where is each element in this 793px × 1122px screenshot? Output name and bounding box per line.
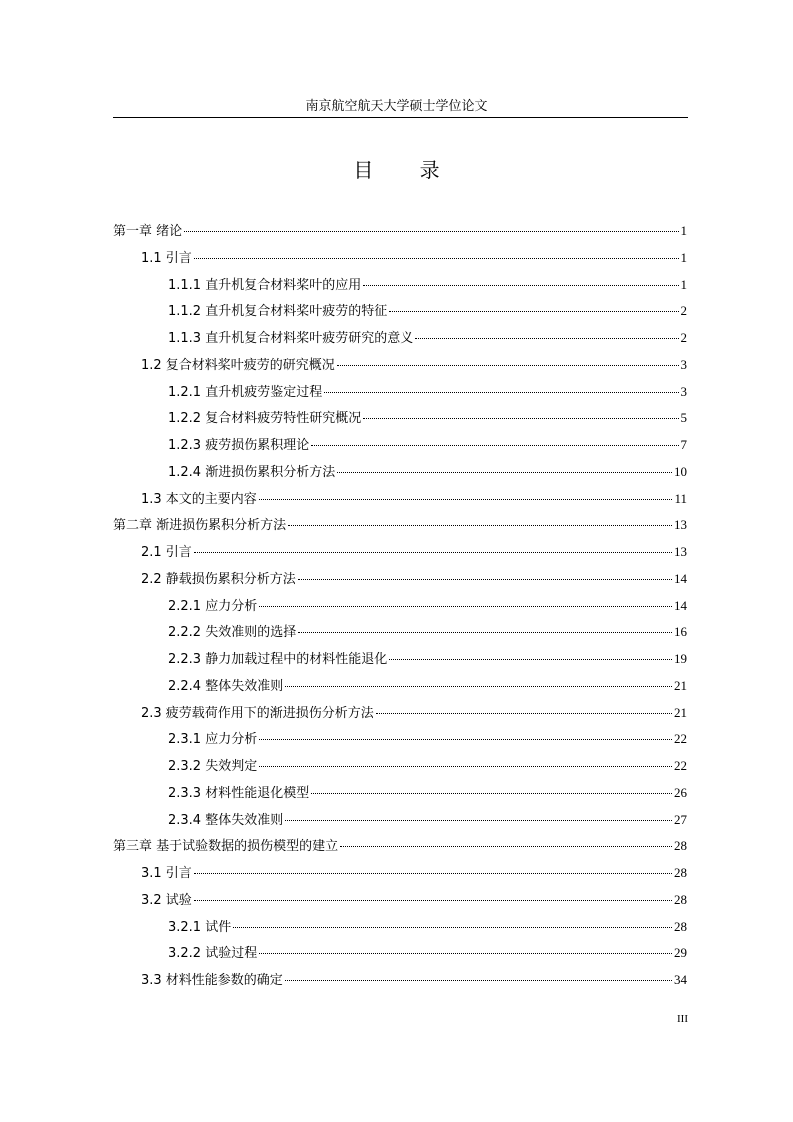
page-title: 目 录 bbox=[353, 158, 460, 182]
toc-dot-leader bbox=[184, 231, 678, 232]
toc-entry[interactable] bbox=[168, 462, 687, 482]
toc-entry-page: 16 bbox=[674, 624, 687, 639]
toc-entry[interactable] bbox=[113, 221, 687, 241]
toc-entry-page: 10 bbox=[674, 464, 687, 479]
toc-entry[interactable] bbox=[168, 943, 687, 963]
toc-entry-label: 2.3.2 失效判定 bbox=[168, 759, 258, 774]
toc-dot-leader bbox=[288, 525, 672, 526]
toc-entry-page: 13 bbox=[674, 517, 687, 532]
toc-entry-page: 19 bbox=[674, 651, 687, 666]
toc-entry-page: 22 bbox=[674, 758, 687, 773]
toc-entry[interactable] bbox=[168, 328, 687, 348]
toc-entry-label: 3.2.2 试验过程 bbox=[168, 946, 258, 961]
toc-entry-label: 1.1.2 直升机复合材料桨叶疲劳的特征 bbox=[168, 304, 388, 319]
toc-entry-label: 1.2.2 复合材料疲劳特性研究概况 bbox=[168, 411, 362, 426]
toc-dot-leader bbox=[311, 445, 678, 446]
toc-entry-label: 2.3 疲劳载荷作用下的渐进损伤分析方法 bbox=[141, 706, 374, 721]
toc-entry-label: 1.1.1 直升机复合材料桨叶的应用 bbox=[168, 278, 362, 293]
toc-entry-page: 2 bbox=[680, 330, 687, 345]
toc-entry[interactable] bbox=[168, 435, 687, 455]
toc-entry[interactable] bbox=[168, 649, 687, 669]
toc-entry[interactable] bbox=[168, 622, 687, 642]
toc-entry[interactable] bbox=[141, 863, 687, 883]
toc-entry-label: 2.2 静载损伤累积分析方法 bbox=[141, 572, 296, 587]
toc-entry-label: 1.3 本文的主要内容 bbox=[141, 492, 257, 507]
toc-entry-page: 27 bbox=[674, 812, 687, 827]
toc-dot-leader bbox=[194, 552, 672, 553]
toc-entry[interactable] bbox=[141, 489, 687, 509]
toc-entry[interactable] bbox=[113, 515, 687, 535]
toc-entry-label: 3.3 材料性能参数的确定 bbox=[141, 973, 283, 988]
toc-entry[interactable] bbox=[141, 542, 687, 562]
toc-entry-page: 11 bbox=[674, 491, 687, 506]
toc-entry-label: 3.1 引言 bbox=[141, 866, 192, 881]
toc-dot-leader bbox=[298, 632, 672, 633]
toc-entry-label: 2.2.4 整体失效准则 bbox=[168, 679, 284, 694]
toc-dot-leader bbox=[259, 606, 672, 607]
toc-entry-page: 2 bbox=[680, 303, 687, 318]
toc-dot-leader bbox=[259, 953, 672, 954]
toc-entry-page: 7 bbox=[680, 437, 687, 452]
toc-entry[interactable] bbox=[168, 917, 687, 937]
toc-entry-page: 1 bbox=[680, 223, 687, 238]
toc-entry[interactable] bbox=[113, 836, 687, 856]
toc-entry-label: 3.2.1 试件 bbox=[168, 920, 232, 935]
toc-entry[interactable] bbox=[168, 756, 687, 776]
toc-entry-page: 34 bbox=[674, 972, 687, 987]
toc-entry-page: 29 bbox=[674, 945, 687, 960]
toc-entry-label: 2.3.3 材料性能退化模型 bbox=[168, 786, 310, 801]
toc-dot-leader bbox=[389, 311, 678, 312]
toc-dot-leader bbox=[285, 980, 672, 981]
toc-entry-page: 13 bbox=[674, 544, 687, 559]
toc-entry-page: 14 bbox=[674, 571, 687, 586]
toc-dot-leader bbox=[194, 258, 679, 259]
toc-entry-label: 2.2.2 失效准则的选择 bbox=[168, 625, 297, 640]
toc-dot-leader bbox=[340, 846, 672, 847]
toc-dot-leader bbox=[363, 418, 678, 419]
toc-dot-leader bbox=[194, 900, 672, 901]
toc-entry-label: 1.2.4 渐进损伤累积分析方法 bbox=[168, 465, 336, 480]
toc-dot-leader bbox=[259, 739, 672, 740]
toc-dot-leader bbox=[337, 472, 672, 473]
toc-dot-leader bbox=[285, 686, 672, 687]
toc-entry-page: 21 bbox=[674, 678, 687, 693]
toc-dot-leader bbox=[259, 499, 673, 500]
toc-entry-label: 第一章 绪论 bbox=[113, 224, 183, 239]
toc-dot-leader bbox=[376, 713, 672, 714]
toc-entry[interactable] bbox=[168, 676, 687, 696]
toc-entry-label: 2.2.1 应力分析 bbox=[168, 599, 258, 614]
toc-entry-page: 28 bbox=[674, 892, 687, 907]
toc-entry-page: 28 bbox=[674, 838, 687, 853]
toc-entry-label: 1.1 引言 bbox=[141, 251, 192, 266]
toc-entry-label: 2.2.3 静力加载过程中的材料性能退化 bbox=[168, 652, 388, 667]
toc-dot-leader bbox=[311, 793, 672, 794]
toc-dot-leader bbox=[324, 392, 678, 393]
toc-entry-label: 2.1 引言 bbox=[141, 545, 192, 560]
toc-entry-label: 2.3.4 整体失效准则 bbox=[168, 813, 284, 828]
toc-entry-page: 14 bbox=[674, 598, 687, 613]
toc-entry-label: 1.2.1 直升机疲劳鉴定过程 bbox=[168, 385, 323, 400]
toc-entry-label: 1.2.3 疲劳损伤累积理论 bbox=[168, 438, 310, 453]
toc-entry-page: 21 bbox=[674, 705, 687, 720]
toc-entry-label: 1.2 复合材料桨叶疲劳的研究概况 bbox=[141, 358, 335, 373]
toc-dot-leader bbox=[194, 873, 672, 874]
toc-dot-leader bbox=[337, 365, 679, 366]
toc-entry-page: 28 bbox=[674, 919, 687, 934]
toc-dot-leader bbox=[389, 659, 672, 660]
toc-dot-leader bbox=[415, 338, 678, 339]
toc-entry-page: 22 bbox=[674, 731, 687, 746]
toc-entry[interactable] bbox=[168, 810, 687, 830]
toc-entry-page: 3 bbox=[680, 357, 687, 372]
toc-entry[interactable] bbox=[141, 248, 687, 268]
toc-entry-label: 第二章 渐进损伤累积分析方法 bbox=[113, 518, 287, 533]
toc-dot-leader bbox=[233, 927, 672, 928]
toc-entry[interactable] bbox=[168, 783, 687, 803]
toc-dot-leader bbox=[298, 579, 672, 580]
toc-dot-leader bbox=[285, 820, 672, 821]
toc-entry[interactable] bbox=[168, 729, 687, 749]
toc-entry[interactable] bbox=[168, 275, 687, 295]
toc-entry-label: 第三章 基于试验数据的损伤模型的建立 bbox=[113, 839, 339, 854]
toc-entry[interactable] bbox=[141, 355, 687, 375]
toc-entry-page: 5 bbox=[680, 410, 687, 425]
page-number: III bbox=[677, 1013, 688, 1025]
toc-entry-page: 3 bbox=[680, 384, 687, 399]
toc-entry-label: 2.3.1 应力分析 bbox=[168, 732, 258, 747]
toc-dot-leader bbox=[259, 766, 672, 767]
toc-entry-page: 1 bbox=[680, 250, 687, 265]
toc-entry[interactable] bbox=[168, 301, 687, 321]
toc-entry[interactable] bbox=[141, 970, 687, 990]
toc-entry-page: 28 bbox=[674, 865, 687, 880]
toc-entry-label: 3.2 试验 bbox=[141, 893, 192, 908]
running-header: 南京航空航天大学硕士学位论文 bbox=[305, 99, 488, 114]
toc-entry-page: 26 bbox=[674, 785, 687, 800]
toc-entry[interactable] bbox=[168, 596, 687, 616]
toc-dot-leader bbox=[363, 285, 678, 286]
toc-entry[interactable] bbox=[141, 703, 687, 723]
toc-entry[interactable] bbox=[168, 408, 687, 428]
toc-entry[interactable] bbox=[141, 890, 687, 910]
toc-entry[interactable] bbox=[141, 569, 687, 589]
toc-entry[interactable] bbox=[168, 382, 687, 402]
toc-entry-label: 1.1.3 直升机复合材料桨叶疲劳研究的意义 bbox=[168, 331, 414, 346]
toc-entry-page: 1 bbox=[680, 277, 687, 292]
